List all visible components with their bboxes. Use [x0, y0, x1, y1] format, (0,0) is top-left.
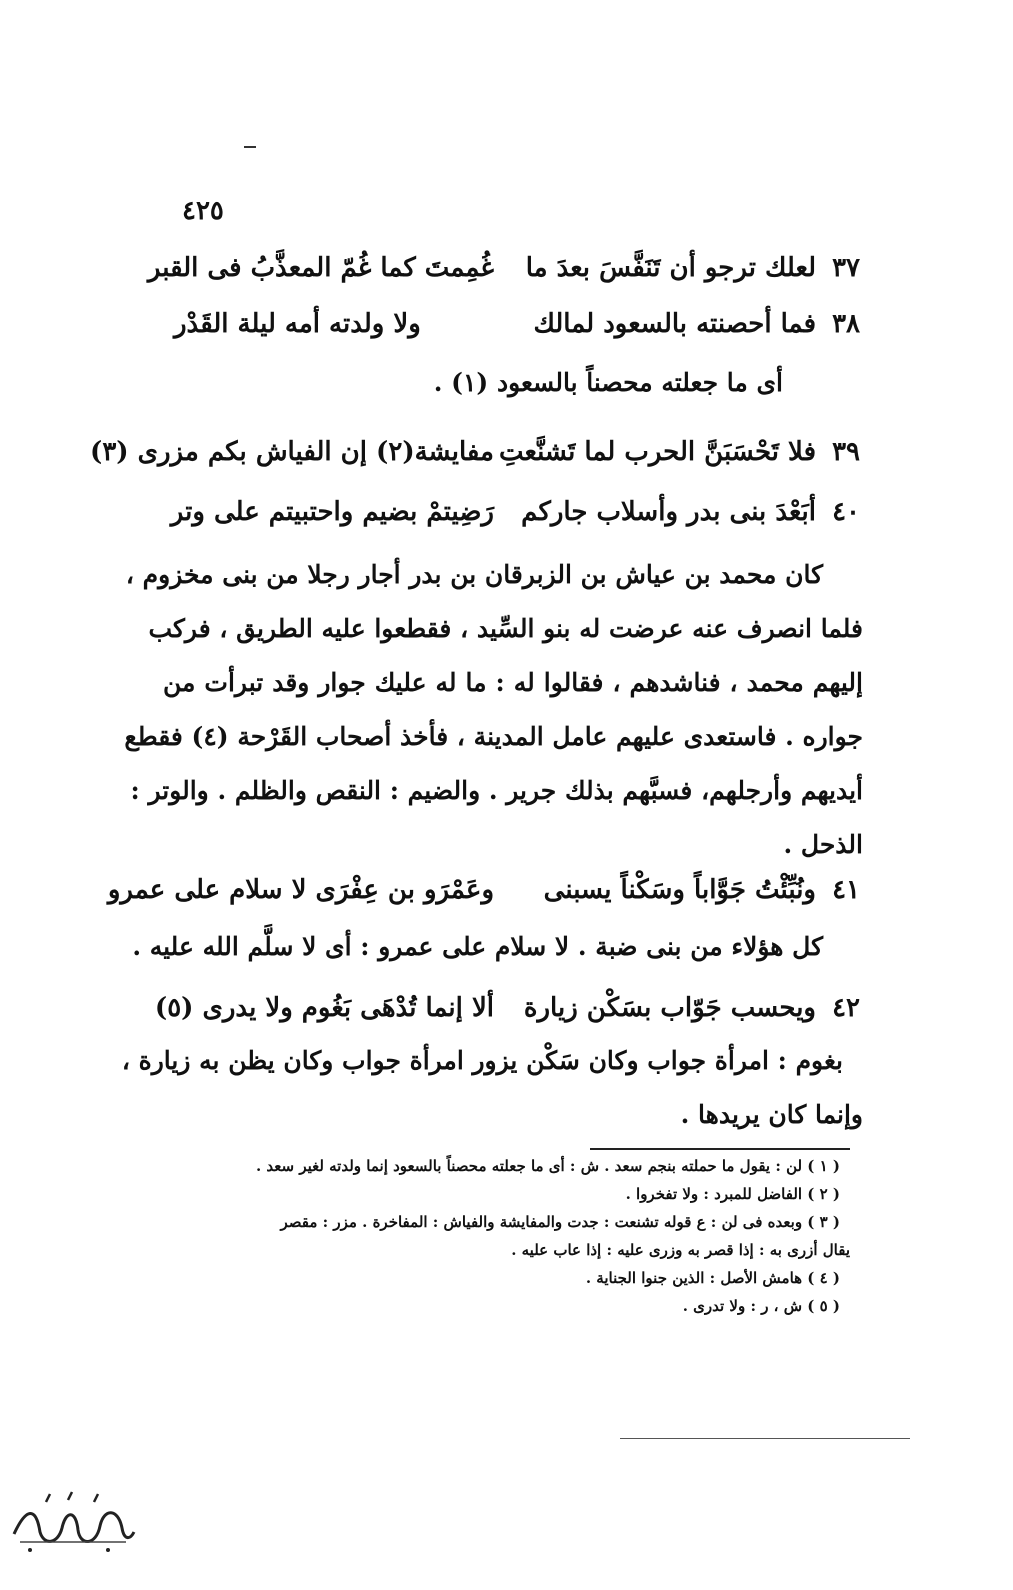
verse-first-hemistich: فلا تَحْسَبَنَّ الحرب لما تَشنَّعتِ: [499, 437, 816, 467]
verse-second-hemistich: رَضِيتمْ بضيم واحتبيتم على وتر: [170, 497, 494, 527]
footnote: ( ٤ ) هامش الأصل : الذين جنوا الجناية .: [585, 1269, 840, 1287]
verse-39: [90, 428, 860, 476]
commentary-line: بغوم : امرأة جواب وكان سَكْن يزور امرأة جواب وكان يظن به زيارة ،: [121, 1046, 843, 1075]
verse-first-hemistich: أبَعْدَ بنى بدر وأسلاب جاركم: [521, 497, 816, 527]
footnote: ( ٣ ) وبعده فى لن : ع قوله تشنعت : جدت والمفايشة والفياش : المفاخرة . مزر : مقصر: [280, 1213, 840, 1231]
verse-37: [147, 244, 860, 292]
verse-38: [150, 300, 860, 348]
verse-number: ٣٧: [832, 253, 860, 283]
page-number: ٤٢٥: [182, 196, 224, 226]
verse-second-hemistich: مفايشة(٢) إن الفياش بكم مزرى (٣): [90, 437, 494, 467]
verse-second-hemistich: ألا إنما تُدْهَى بَغُوم ولا يدرى (٥): [154, 993, 494, 1023]
verse-40: [150, 488, 860, 536]
library-logo-stamp: [6, 1488, 138, 1556]
commentary-41: [132, 920, 863, 974]
commentary-line: الذحل .: [783, 830, 863, 859]
verse-second-hemistich: غُمِمتَ كما غُمّ المعذَّبُ فى القبر: [147, 253, 494, 283]
commentary-line: وإنما كان يريدها .: [680, 1100, 863, 1129]
verse-number: ٤٠: [832, 497, 860, 527]
verse-second-hemistich: ولا ولدته أمه ليلة القَدْر: [174, 309, 421, 339]
verse-number: ٤١: [832, 875, 860, 905]
verse-first-hemistich: ونُبِّئْتُ جَوَّاباً وسَكْناً يسبنى: [543, 875, 816, 905]
verse-first-hemistich: ويحسب جَوّاب بسَكْن زيارة: [523, 993, 816, 1023]
verse-number: ٣٨: [832, 309, 860, 339]
footnotes: [160, 1152, 850, 1320]
footnote: يقال أزرى به : إذا قصر به وزرى عليه : إذا عاب عليه .: [511, 1241, 850, 1259]
commentary-40: [124, 548, 863, 872]
commentary-line: كان محمد بن عياش بن الزبرقان بن بدر أجار رجلا من بنى مخزوم ،: [125, 560, 823, 589]
commentary-38: [163, 356, 863, 410]
commentary-42: [121, 1034, 863, 1142]
footnote-separator: [590, 1148, 850, 1150]
verse-first-hemistich: فما أحصنته بالسعود لمالك: [533, 309, 816, 339]
commentary-line: فلما انصرف عنه عرضت له بنو السِّيد ، فقطعوا عليه الطريق ، فركب: [148, 614, 863, 643]
verse-number: ٣٩: [832, 437, 860, 467]
footnote: ( ٢ ) الفاضل للمبرد : ولا تفخروا .: [625, 1185, 840, 1203]
bottom-rule: [620, 1438, 910, 1439]
commentary-line: كل هؤلاء من بنى ضبة . لا سلام على عمرو : أى لا سلَّم الله عليه .: [132, 932, 823, 961]
verse-41: [107, 866, 860, 914]
verse-first-hemistich: لعلك ترجو أن تَنَفَّسَ بعدَ ما: [525, 253, 816, 283]
commentary-line: جواره . فاستعدى عليهم عامل المدينة ، فأخذ أصحاب القَرْحة (٤) فقطع: [124, 722, 863, 751]
commentary-line: أيديهم وأرجلهم، فسبَّهم بذلك جرير . والضيم : النقص والظلم . والوتر :: [130, 776, 863, 805]
footnote: ( ٥ ) ش ، ر : ولا تدرى .: [682, 1297, 840, 1315]
verse-number: ٤٢: [832, 993, 860, 1023]
commentary-line: إليهم محمد ، فناشدهم ، فقالوا له : ما له عليك جوار وقد تبرأت من: [163, 668, 863, 697]
verse-42: [150, 984, 860, 1032]
commentary-line: أى ما جعلته محصناً بالسعود (١) .: [433, 368, 783, 397]
top-dash: [244, 146, 256, 148]
footnote: ( ١ ) لن : يقول ما حملته بنجم سعد . ش : أى ما جعلته محصناً بالسعود إنما ولدته لغير سعد .: [255, 1157, 840, 1175]
verse-second-hemistich: وعَمْرَو بن عِفْرَى لا سلام على عمرو: [107, 875, 494, 905]
